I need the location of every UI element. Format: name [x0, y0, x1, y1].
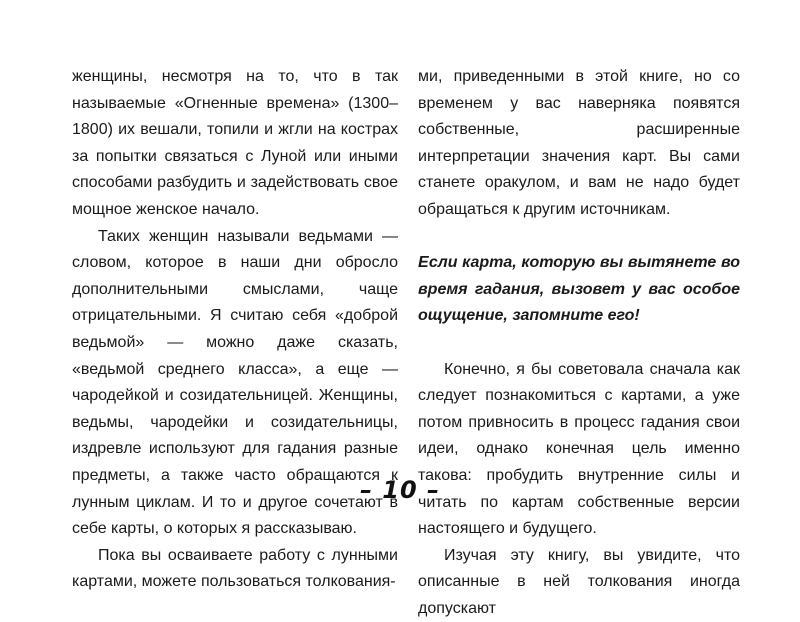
paragraph: Изучая эту книгу, вы увидите, что описанные в ней толкования иногда допускают: [418, 546, 740, 617]
left-column: [72, 64, 398, 596]
right-column: [418, 64, 740, 622]
paragraph: женщины, несмотря на то, что в так называемые «Огненные времена» (1300–1800) их вешали, топили и жгли на кострах за попытки связаться с Луной или иными способами разбудить и задействовать свое мощное женское начало.: [72, 68, 398, 218]
paragraph: Пока вы осваиваете работу с лунными картами, можете пользоваться толкования-: [72, 546, 398, 591]
paragraph: Таких женщин называли ведьмами — словом, которое в наши дни обросло дополнительными смыслами, чаще отрицательными. Я считаю себя «доброй ведьмой» — можно даже сказать, «ведьмой среднего класса», а еще — чародейкой и созидательницей. Женщины, ведьмы, чародейки и созидательницы, издревле используют для гадания разные предметы, а также часто обращаются к лунным циклам. И то и другое сочетают в себе карты, о которых я рассказываю.: [72, 227, 398, 538]
callout-text: Если карта, которую вы вытянете во время гадания, вызовет у вас особое ощущение, запомните его!: [418, 254, 740, 325]
paragraph: ми, приведенными в этой книге, но со временем у вас наверняка появятся собственные, расширенные интерпретации значения карт. Вы сами станете оракулом, и вам не надо будет обращаться к другим источникам.: [418, 68, 740, 218]
paragraph: Конечно, я бы советовала сначала как следует познакомиться с картами, а уже потом привносить в процесс гадания свои идеи, однако конечная цель именно такова: пробудить внутренние силы и читать по картам собственные версии настоящего и будущего.: [418, 360, 740, 538]
page-number: – 10 –: [359, 476, 441, 504]
